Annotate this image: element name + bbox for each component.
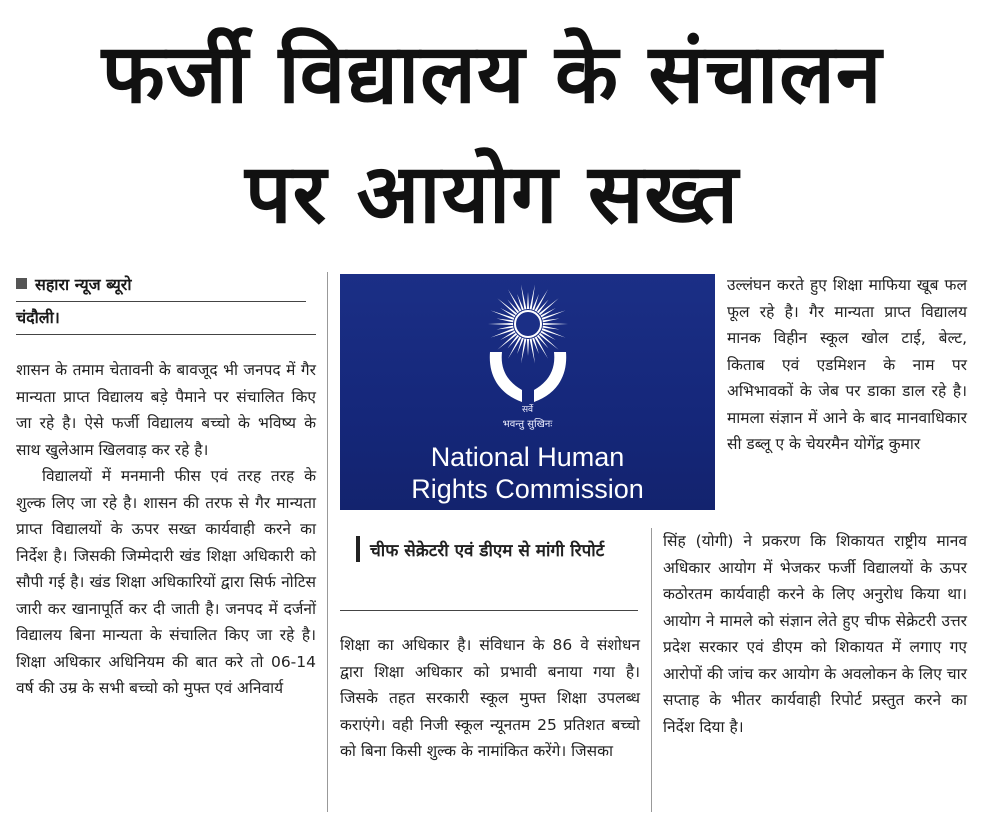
headline-line-1: फर्जी विद्यालय के संचालन	[101, 27, 883, 122]
square-bullet-icon	[16, 278, 27, 289]
paragraph: उल्लंघन करते हुए शिक्षा माफिया खूब फल फूल रहे है। गैर मान्यता प्राप्त विद्यालय मानक विहीन स्कूल खोल टाई, बेल्ट, किताब एवं एडमिशन के नाम पर अभिभावकों के जेब पर डाका डाल रहे है। मामला संज्ञान में आने के बाद मानवाधिकार सी डब्लू ए के चेयरमैन योगेंद्र कुमार	[727, 276, 967, 453]
emblem-ray	[496, 326, 513, 330]
nhrc-logo-photo	[340, 274, 715, 510]
org-name-line-1: National Human	[430, 442, 625, 472]
emblem-ray	[543, 326, 560, 330]
article-column-2	[340, 632, 640, 765]
article-column-1	[16, 357, 316, 702]
headline-line-2: पर आयोग सख्त	[245, 147, 739, 242]
emblem-ray	[542, 328, 566, 338]
emblem-ray	[488, 323, 513, 325]
emblem-ray	[543, 318, 560, 322]
paragraph: विद्यालयों में मनमानी फीस एवं तरह तरह के शुल्क लिए जा रहे है। शासन की तरफ से गैर मान्यता प्राप्त विद्यालयों के ऊपर सख्त कार्यवाही करने का निर्देश है। जिसकी जिम्मेदारी खंड शिक्षा अधिकारी को सौपी गई है। खंड शिक्षा अधिकारियों द्वारा सिर्फ नोटिस जारी कर खानापूर्ति कर दी जाती है। जनपद में दर्जनों विद्यालय बिना मान्यता के संचालित किए जा रहे है। शिक्षा अधिकार अधिनियम की बात करे तो 06-14 वर्ष की उम्र के सभी बच्चो को मुफ्त एवं अनिवार्य	[16, 467, 316, 697]
emblem-motto-top: सर्वे	[521, 405, 534, 415]
paragraph: शिक्षा का अधिकार है। संविधान के 86 वे संशोधन द्वारा शिक्षा अधिकार को प्रभावी बनाया गया है। जिसके तहत सरकारी स्कूल मुफ्त शिक्षा उपलब्ध कराएंगे। वही निजी स्कूल न्यूनतम 25 प्रतिशत बच्चो को बिना किसी शुल्क के नामांकित करेंगे। जिसका	[340, 636, 640, 760]
article-column-3-top	[727, 272, 967, 458]
subheadline-box	[340, 528, 638, 611]
paragraph: शासन के तमाम चेतावनी के बावजूद भी जनपद में गैर मान्यता प्राप्त विद्यालय बड़े पैमाने पर संचालित किए जा रहे है। ऐसे फर्जी विद्यालय बच्चो के भविष्य के साथ खुलेआम खिलवाड़ कर रहे है।	[16, 361, 316, 459]
byline	[16, 272, 306, 302]
column-divider	[327, 272, 328, 812]
emblem-ray	[490, 328, 514, 338]
dateline: चंदौली।	[16, 308, 60, 327]
dateline-rule	[16, 334, 316, 335]
paragraph: सिंह (योगी) ने प्रकरण कि शिकायत राष्ट्रीय मानव अधिकार आयोग में भेजकर फर्जी विद्यालयों के ऊपर कठोरतम कार्यवाही करने के लिए अनुरोध किया था। आयोग ने मामले को संज्ञान लेते हुए चीफ सेक्रेटरी उत्तर प्रदेश सरकार एवं डीएम को शिकायत में लगाए गए आरोपों की जांच कर आयोग के अवलोकन के लिए चार सप्ताह के भीतर कार्यवाही रिपोर्ट प्रस्तुत करने का निर्देश दिया है।	[663, 532, 967, 736]
emblem-ray	[527, 339, 529, 356]
subheadline: चीफ सेक्रेटरी एवं डीएम से मांगी रिपोर्ट	[370, 541, 605, 561]
emblem-motto-bottom: भवन्तु सुखिनः	[502, 419, 553, 430]
column-divider	[651, 528, 652, 812]
subheadline-bar	[356, 536, 360, 562]
emblem-ray	[490, 310, 514, 320]
emblem-ray	[543, 323, 568, 325]
org-name-line-2: Rights Commission	[411, 474, 644, 504]
emblem-ray	[496, 318, 513, 322]
byline-block	[16, 272, 306, 332]
emblem-ray	[542, 310, 566, 320]
byline-text: सहारा न्यूज ब्यूरो	[35, 275, 132, 294]
emblem-ray	[527, 292, 529, 309]
article-column-3-bottom	[663, 528, 967, 740]
